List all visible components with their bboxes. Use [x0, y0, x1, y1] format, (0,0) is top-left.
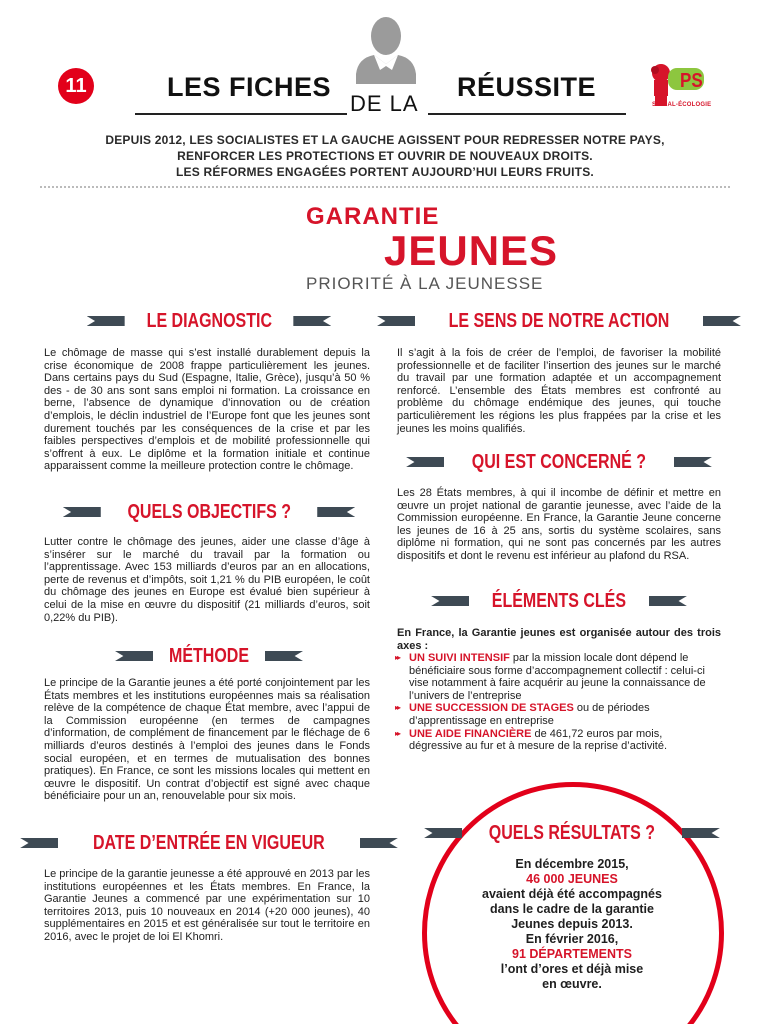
heading-elements — [397, 589, 721, 613]
header-title-left: LES FICHES — [167, 72, 332, 102]
heading-label: LE DIAGNOSTIC — [146, 309, 272, 332]
diagnostic-text: Le chômage de masse qui s’est installé durablement depuis la crise économique de 2008 frappe particulièrement les jeunes. Dans certains pays du Sud (Espagne, Italie, Grèce), jusqu’à 50 % des - de 30 ans sont sans emploi ni formation. La croissance en berne, l’absence de dynamique d’innovation ou de création d’emplois, le déclin industriel de l’Europe font que les jeunes sont durement touchés par les conséquences de la crise et par les faibles perspectives d’emplois et de mobilité professionnelle qui s’offrent à eux. Le diplôme et la formation initiale et continue apparaissent comme la meilleure protection contre le chômage. — [44, 347, 370, 473]
heading-label: QUELS OBJECTIFS ? — [127, 500, 291, 523]
result-line: l’ont d’ores et déjà mise — [500, 962, 644, 976]
heading-label: MÉTHODE — [169, 644, 249, 667]
heading-bar — [20, 838, 58, 848]
intro-line: LES RÉFORMES ENGAGÉES PORTENT AUJOURD’HUI LEURS FRUITS. — [176, 165, 594, 179]
item-text: par la mission locale dont dépend le bénéficiaire sous forme d’accompagnement collectif : celui-ci vise notamment à faire acquérir au jeune la connaissance de l’univers de l’entreprise — [409, 652, 706, 702]
result-line: En décembre 2015, — [515, 857, 629, 871]
logo-subtext: SOCIAL-ÉCOLOGIE — [652, 102, 712, 108]
heading-bar — [360, 838, 398, 848]
heading-label: QUI EST CONCERNÉ ? — [471, 450, 647, 473]
result-line: dans le cadre de la garantie — [490, 902, 654, 916]
intro-line: DEPUIS 2012, LES SOCIALISTES ET LA GAUCHE AGISSENT POUR REDRESSER NOTRE PAYS, — [105, 133, 665, 147]
heading-objectifs — [44, 500, 374, 524]
heading-bar — [115, 651, 153, 661]
heading-label: QUELS RÉSULTATS ? — [488, 821, 656, 844]
dotted-divider — [40, 186, 730, 188]
intro-line: RENFORCER LES PROTECTIONS ET OUVRIR DE NOUVEAUX DROITS. — [177, 149, 593, 163]
heading-label: DATE D’ENTRÉE EN VIGUEUR — [93, 831, 325, 854]
title-line2: JEUNES — [384, 227, 559, 274]
heading-resultats — [447, 821, 697, 845]
heading-bar — [377, 316, 415, 326]
heading-bar — [682, 828, 720, 838]
result-highlight: 91 DÉPARTEMENTS — [512, 947, 632, 961]
elements-list — [397, 652, 717, 753]
concerne-text: Les 28 États membres, à qui il incombe de définir et mettre en œuvre un projet national de garantie jeunesse, avec l’aide de la Commission européenne. En France, la Garantie Jeune concerne les jeunes de 16 à 25 ans, sortis du système scolaires, sans diplôme ni formation, qui ne sont pas concernés par les autres dispositifs et dont le revenu est inférieur au plafond du RSA. — [397, 487, 721, 562]
heading-diagnostic — [44, 309, 374, 333]
list-item — [397, 702, 717, 727]
heading-bar — [265, 651, 303, 661]
methode-text: Le principe de la Garantie jeunes a été porté conjointement par les États membres et les institutions européennes mais sa réalisation relève de la compétence de chaque État membre, avec l’appui de la Commission européenne (en termes de campagnes d’information, de complément de financement par le fléchage de 6 milliards d’euros destinés à l’emploi des jeunes dans le Fonds social européen, et en termes de mutualisation des bonnes pratiques). En France, ce sont les missions locales qui mettent en œuvre le dispositif. Un contrat d’objectif est signé avec chaque bénéficiaire pour un an, renouvelable pour six mois. — [44, 677, 370, 803]
header-rule-right — [428, 113, 626, 115]
header-title-right: RÉUSSITE — [457, 72, 597, 102]
heading-bar — [317, 507, 355, 517]
list-item — [397, 728, 717, 753]
item-text: de 461,72 euros par mois, dégressive au fur et à mesure de la reprise d’activité. — [409, 727, 668, 753]
intro-text — [80, 132, 690, 180]
heading-date — [44, 831, 374, 855]
fiche-number-badge: 11 — [58, 68, 94, 104]
heading-bar — [431, 596, 469, 606]
item-highlight: UNE SUCCESSION DE STAGES — [409, 702, 574, 715]
header-title-mid: DE LA — [350, 91, 419, 116]
heading-label: ÉLÉMENTS CLÉS — [491, 589, 627, 612]
heading-bar — [649, 596, 687, 606]
heading-bar — [674, 457, 712, 467]
title-line1: GARANTIE — [306, 203, 440, 230]
result-line: avaient déjà été accompagnés — [482, 887, 662, 901]
heading-bar — [63, 507, 101, 517]
header-rule-left — [135, 113, 347, 115]
item-text: ou de périodes d’apprentissage en entreprise — [409, 702, 650, 727]
elements-lead: En France, la Garantie jeunes est organisée autour des trois axes : — [397, 627, 721, 652]
result-line: Jeunes depuis 2013. — [511, 917, 633, 931]
heading-bar — [424, 828, 462, 838]
heading-concerne — [397, 450, 721, 474]
objectifs-text: Lutter contre le chômage des jeunes, aider une classe d’âge à s’insérer sur le marché du travail par la formation ou l’apprentissage. Avec 153 milliards d’euros par an en allocations, perte de revenus et d’impôts, soit 1,21 % du PIB européen, le coût du chômage des jeunes en Europe est évalué bien supérieur à celui de la mise en œuvre du dispositif (21 milliards d’euros, soit 0,22% du PIB). — [44, 536, 370, 624]
result-line: en œuvre. — [542, 977, 602, 991]
logo-text: PS — [680, 70, 703, 92]
result-line: En février 2016, — [525, 932, 619, 946]
heading-bar — [406, 457, 444, 467]
item-highlight: UNE AIDE FINANCIÈRE — [409, 727, 532, 740]
result-highlight: 46 000 JEUNES — [526, 872, 618, 886]
title-subtitle: PRIORITÉ À LA JEUNESSE — [306, 274, 544, 293]
heading-methode — [44, 644, 374, 668]
ps-logo — [646, 62, 712, 112]
date-text: Le principe de la garantie jeunesse a été approuvé en 2013 par les institutions européennes et les États membres. En France, la Garantie Jeunes a commencé par une expérimentation sur 10 territoires 2013, puis 10 nouveaux en 2014 (+20 000 jeunes), 40 supplémentaires en 2015 et est généralisée sur tout le territoire en 2016, avec le projet de loi El Khomri. — [44, 868, 370, 943]
heading-sens — [397, 309, 721, 333]
heading-bar — [703, 316, 741, 326]
heading-label: LE SENS DE NOTRE ACTION — [448, 309, 670, 332]
heading-bar — [87, 316, 125, 326]
heading-bar — [293, 316, 331, 326]
sens-text: Il s’agit à la fois de créer de l’emploi, de favoriser la mobilité professionnelle et de faciliter l’insertion des jeunes sur le marché du travail par une formation adaptée et un accompagnement renforcé. L’ensemble des États membres est confronté au problème du chômage endémique des jeunes, qui touche particulièrement les régions les plus frappées par la crise et les jeunes les moins qualifiés. — [397, 347, 721, 435]
person-silhouette-icon — [352, 14, 420, 84]
list-item — [397, 652, 717, 702]
item-highlight: UN SUIVI INTENSIF — [409, 652, 510, 664]
